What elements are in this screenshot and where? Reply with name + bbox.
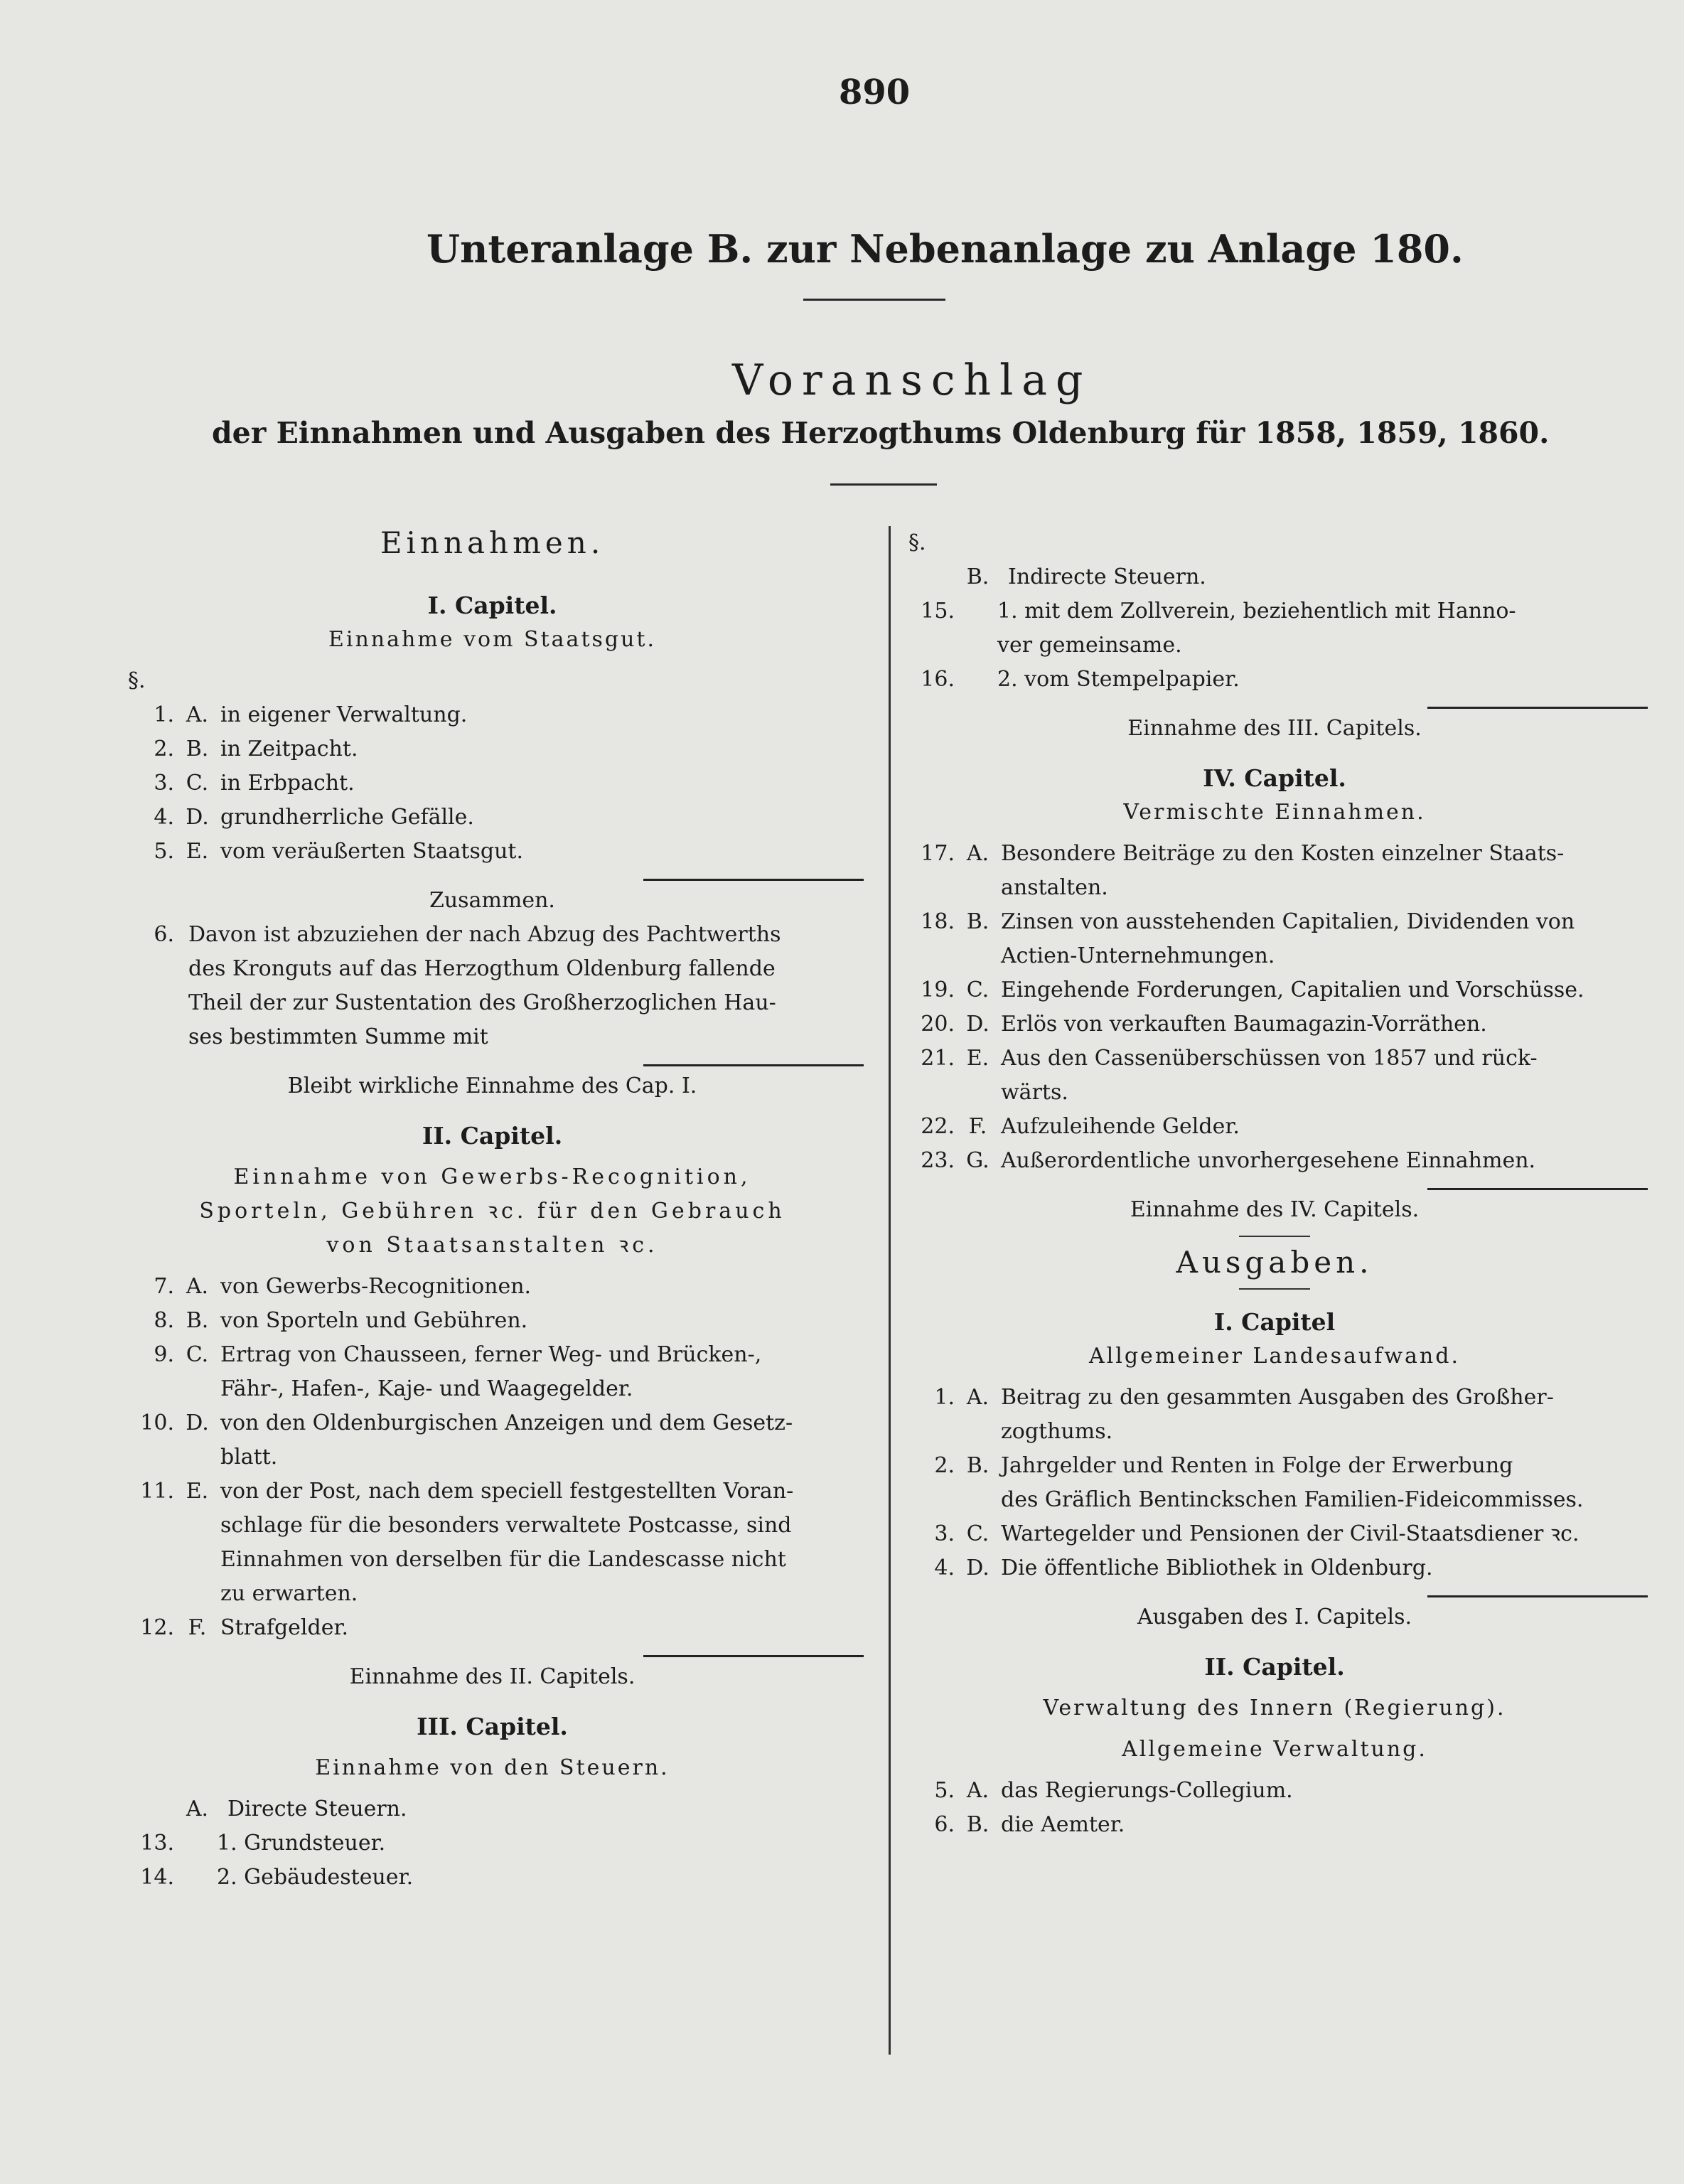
paragraph-sign: §. — [128, 668, 146, 693]
sum-rule — [1427, 707, 1648, 709]
list-item: 1. A. in eigener Verwaltung. — [154, 702, 468, 727]
paragraph-sign: §. — [908, 530, 926, 555]
list-item: 4. D. Die öffentliche Bibliothek in Oldenburg. — [934, 1556, 1433, 1580]
sum-rule — [643, 1064, 864, 1066]
chapter-heading: II. Capitel. — [422, 1122, 563, 1150]
chapter-heading: I. Capitel. — [427, 592, 557, 619]
total-label: Einnahme des IV. Capitels. — [1130, 1197, 1420, 1222]
section-einnahmen: Einnahmen. — [380, 525, 605, 560]
chapter-title: Einnahme vom Staatsgut. — [328, 627, 657, 652]
sum-rule — [1427, 1595, 1648, 1597]
list-item: 10. D. von den Oldenburgischen Anzeigen und dem Gesetz- blatt. — [140, 1410, 793, 1470]
total-label: Bleibt wirkliche Einnahme des Cap. I. — [287, 1074, 697, 1098]
chapter-subtitle: Allgemeine Verwaltung. — [1122, 1737, 1427, 1762]
list-item: 20. D. Erlös von verkauften Baumagazin-Vorräthen. — [921, 1012, 1487, 1037]
chapter-heading: I. Capitel — [1213, 1308, 1336, 1336]
chapter-heading: IV. Capitel. — [1203, 764, 1346, 792]
chapter-title: von Staatsanstalten ꝛc. — [326, 1233, 658, 1258]
chapter-title: Einnahme von den Steuern. — [315, 1755, 670, 1780]
list-item: 12. F. Strafgelder. — [140, 1615, 349, 1640]
chapter-title: Vermischte Einnahmen. — [1123, 800, 1426, 825]
list-item: 8. B. von Sporteln und Gebühren. — [154, 1308, 528, 1333]
separator-rule — [1239, 1288, 1310, 1290]
headline: Voranschlag — [732, 355, 1092, 405]
list-item: 15. 1. mit dem Zollverein, beziehentlich mit Hanno- ver gemeinsame. — [921, 599, 1516, 658]
list-item: 6. B. die Aemter. — [934, 1812, 1125, 1837]
list-item: 2. B. in Zeitpacht. — [154, 737, 358, 761]
column-divider — [889, 526, 891, 2055]
list-item: 17. A. Besondere Beiträge zu den Kosten einzelner Staats- anstalten. — [921, 841, 1565, 900]
list-item: 13. 1. Grundsteuer. — [140, 1831, 386, 1856]
page-number: 890 — [839, 73, 911, 112]
subtitle-rule — [830, 483, 937, 486]
list-item: 3. C. in Erbpacht. — [154, 771, 355, 796]
list-item: 3. C. Wartegelder und Pensionen der Civil-Staatsdiener ꝛc. — [934, 1521, 1580, 1546]
list-item: 22. F. Aufzuleihende Gelder. — [921, 1114, 1240, 1139]
list-item: 18. B. Zinsen von ausstehenden Capitalien, Dividenden von Actien-Unternehmungen. — [921, 909, 1575, 968]
list-item: 23. G. Außerordentliche unvorhergesehene Einnahmen. — [921, 1148, 1536, 1173]
list-item: 11. E. von der Post, nach dem speciell festgestellten Voran- schlage für die besonders verwaltete Postcasse, sind Einnahmen von derselben für die Landescasse nicht zu erwarten. — [140, 1479, 794, 1606]
subtitle: der Einnahmen und Ausgaben des Herzogthums Oldenburg für 1858, 1859, 1860. — [212, 416, 1550, 450]
chapter-heading: III. Capitel. — [417, 1713, 568, 1740]
sum-rule — [643, 1655, 864, 1657]
list-item: 4. D. grundherrliche Gefälle. — [154, 805, 474, 830]
total-label: Einnahme des II. Capitels. — [349, 1664, 635, 1689]
document-title: Unteranlage B. zur Nebenanlage zu Anlage 180. — [427, 226, 1464, 272]
list-item: 19. C. Eingehende Forderungen, Capitalien und Vorschüsse. — [921, 978, 1584, 1002]
chapter-title: Sporteln, Gebühren ꝛc. für den Gebrauch — [199, 1199, 785, 1224]
list-item: 5. A. das Regierungs-Collegium. — [934, 1778, 1293, 1803]
total-label: Einnahme des III. Capitels. — [1127, 716, 1422, 741]
list-item: 21. E. Aus den Cassenüberschüssen von 1857 und rück- wärts. — [921, 1046, 1538, 1105]
total-label: Ausgaben des I. Capitels. — [1137, 1605, 1412, 1629]
right-column — [901, 526, 1648, 1842]
list-item: 5. E. vom veräußerten Staatsgut. — [154, 839, 523, 864]
chapter-title: Einnahme von Gewerbs-Recognition, — [233, 1165, 751, 1189]
list-item: 2. B. Jahrgelder und Renten in Folge der Erwerbung des Gräflich Bentinckschen Familien-Fideicommisses. — [934, 1453, 1584, 1512]
list-item: 9. C. Ertrag von Chausseen, ferner Weg- und Brücken-, Fähr-, Hafen-, Kaje- und Waagegelder. — [154, 1342, 762, 1401]
sum-rule — [643, 879, 864, 881]
left-column — [121, 526, 864, 1895]
list-item: 1. A. Beitrag zu den gesammten Ausgaben des Großher- zogthums. — [934, 1385, 1554, 1444]
subsection: B. Indirecte Steuern. — [966, 564, 1206, 589]
list-item: 16. 2. vom Stempelpapier. — [921, 667, 1240, 692]
chapter-title: Allgemeiner Landesaufwand. — [1089, 1344, 1460, 1369]
sum-rule — [1427, 1188, 1648, 1190]
list-item: 6. Davon ist abzuziehen der nach Abzug des Pachtwerths des Kronguts auf das Herzogthum Oldenburg fallende Theil der zur Sustentation des Großherzoglichen Hau- ses bestimmten Summe mit — [154, 922, 781, 1049]
list-item: 14. 2. Gebäudesteuer. — [140, 1865, 414, 1890]
chapter-heading: II. Capitel. — [1204, 1653, 1345, 1681]
chapter-title: Verwaltung des Innern (Regierung). — [1043, 1696, 1506, 1720]
title-rule — [803, 299, 945, 301]
separator-rule — [1239, 1236, 1310, 1237]
section-ausgaben: Ausgaben. — [1176, 1245, 1373, 1280]
list-item: 7. A. von Gewerbs-Recognitionen. — [154, 1274, 532, 1299]
subsection: A. Directe Steuern. — [186, 1797, 407, 1821]
sum-label: Zusammen. — [429, 888, 555, 913]
